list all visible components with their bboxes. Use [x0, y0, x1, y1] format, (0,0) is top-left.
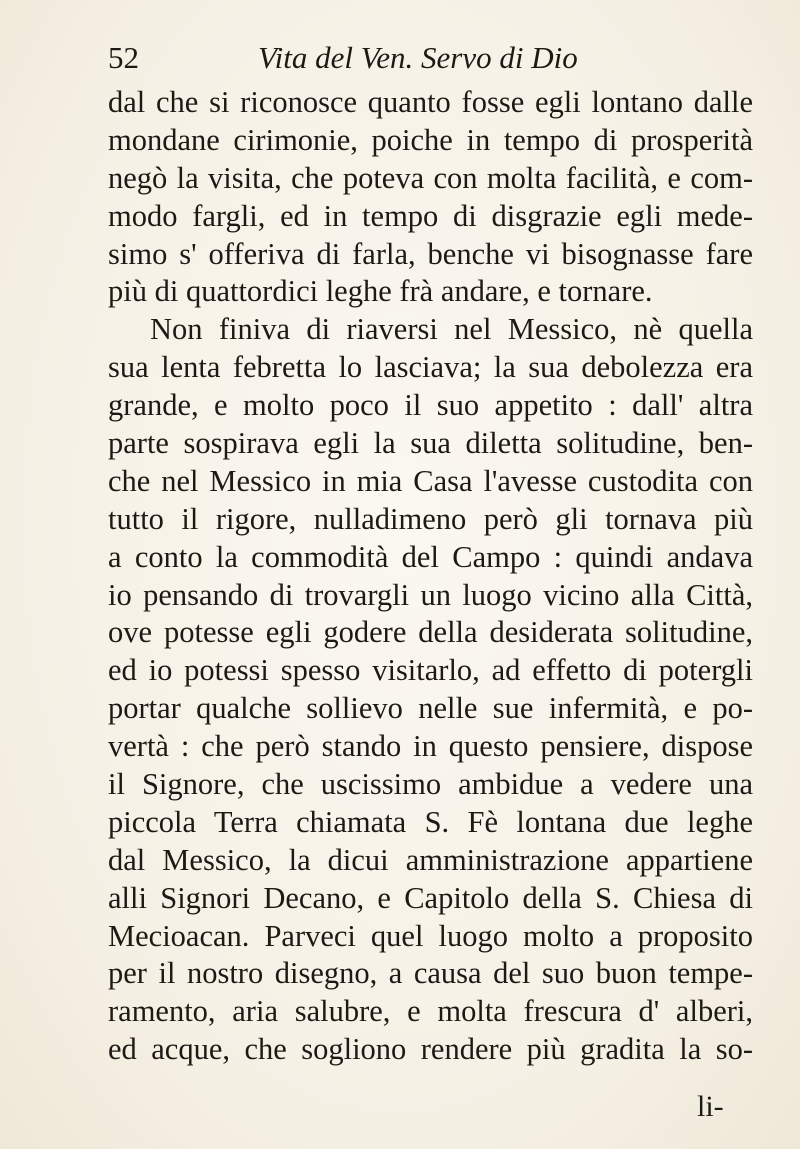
text-line: sua lenta febretta lo lasciava; la sua debolezza era: [108, 350, 753, 385]
text-line: mondane cirimonie, poiche in tempo di prosperità: [108, 122, 753, 157]
page-number: 52: [108, 40, 139, 75]
text-line: più di quattordici leghe frà andare, e tornare.: [108, 274, 653, 309]
text-line: ove potesse egli godere della desiderata solitudine,: [108, 615, 753, 650]
text-line: alli Signori Decano, e Capitolo della S. Chiesa di: [108, 880, 753, 915]
text-line: grande, e molto poco il suo appetito : dall' altra: [108, 388, 753, 423]
catchword: li-: [697, 1090, 724, 1123]
text-line: modo fargli, ed in tempo di disgrazie egli mede-: [108, 198, 753, 233]
text-line: ramento, aria salubre, e molta frescura d' alberi,: [108, 994, 753, 1029]
text-line: ed acque, che sogliono rendere più gradita la so-: [108, 1032, 753, 1067]
text-line: dal Messico, la dicui amministrazione appartiene: [108, 842, 753, 877]
text-line: simo s' offeriva di farla, benche vi bisognasse fare: [108, 236, 753, 271]
text-line: a conto la commodità del Campo : quindi andava: [108, 539, 753, 574]
text-line: negò la visita, che poteva con molta facilità, e com-: [108, 160, 753, 195]
text-line: vertà : che però stando in questo pensiere, dispose: [108, 729, 753, 764]
text-line: parte sospirava egli la sua diletta solitudine, ben-: [108, 426, 753, 461]
running-head: [108, 38, 748, 78]
text-line: portar qualche sollievo nelle sue infermità, e po-: [108, 691, 753, 726]
text-line: io pensando di trovargli un luogo vicino alla Città,: [108, 577, 753, 612]
text-line: per il nostro disegno, a causa del suo buon tempe-: [108, 956, 753, 991]
text-line: Mecioacan. Parveci quel luogo molto a proposito: [108, 918, 753, 953]
text-line: ed io potessi spesso visitarlo, ad effetto di potergli: [108, 653, 753, 688]
paragraph-start-line: Non finiva di riaversi nel Messico, nè quella: [150, 312, 753, 347]
text-line: piccola Terra chiamata S. Fè lontana due leghe: [108, 804, 753, 839]
running-title: Vita del Ven. Servo di Dio: [258, 40, 578, 75]
text-line: che nel Messico in mia Casa l'avesse custodita con: [108, 463, 753, 498]
text-line: tutto il rigore, nulladimeno però gli tornava più: [108, 501, 753, 536]
body-text: [108, 84, 753, 1069]
text-line: dal che si riconosce quanto fosse egli lontano dalle: [108, 85, 753, 119]
text-line: il Signore, che uscissimo ambidue a vedere una: [108, 767, 753, 802]
